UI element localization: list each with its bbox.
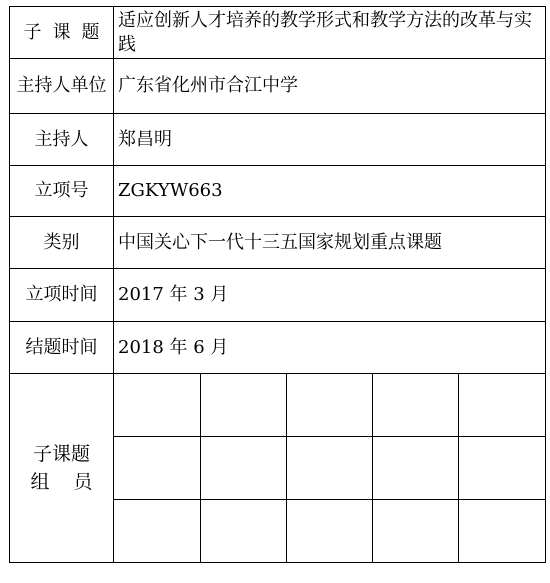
member-cell [114, 374, 201, 437]
row-subtopic [10, 7, 546, 59]
member-cell [459, 500, 546, 563]
member-cell [287, 500, 373, 563]
members-label-line2: 组员 [30, 471, 117, 493]
end-time-value: 2018 年 6 月 [114, 322, 546, 374]
member-cell [459, 437, 546, 500]
members-label-cell [10, 374, 117, 563]
member-cell [373, 437, 459, 500]
row-start-time [10, 269, 546, 322]
member-cell [459, 374, 546, 437]
start-time-value: 2017 年 3 月 [114, 269, 546, 322]
subtopic-label-cell [10, 7, 114, 59]
member-cell [373, 500, 459, 563]
member-cell [201, 437, 287, 500]
host-unit-label: 主持人单位 [10, 59, 114, 114]
host-value: 郑昌明 [114, 114, 546, 166]
row-members-1 [10, 374, 546, 437]
member-cell [201, 374, 287, 437]
project-info-table [9, 6, 546, 563]
host-unit-value: 广东省化州市合江中学 [114, 59, 546, 114]
member-cell [287, 374, 373, 437]
member-cell [373, 374, 459, 437]
project-no-label: 立项号 [10, 166, 114, 217]
member-cell [287, 437, 373, 500]
category-value: 中国关心下一代十三五国家规划重点课题 [114, 217, 546, 269]
subtopic-label: 子课题 [23, 21, 111, 43]
row-host-unit [10, 59, 546, 114]
row-host [10, 114, 546, 166]
end-time-label: 结题时间 [10, 322, 114, 374]
member-cell [114, 500, 201, 563]
row-category [10, 217, 546, 269]
host-label: 主持人 [10, 114, 114, 166]
start-time-label: 立项时间 [10, 269, 114, 322]
row-end-time [10, 322, 546, 374]
member-cell [201, 500, 287, 563]
project-no-value: ZGKYW663 [114, 166, 546, 217]
members-label [30, 440, 117, 496]
subtopic-value: 适应创新人才培养的教学形式和教学方法的改革与实践 [114, 7, 546, 59]
category-label: 类别 [10, 217, 114, 269]
member-cell [114, 437, 201, 500]
row-project-no [10, 166, 546, 217]
members-label-line1: 子课题 [32, 443, 90, 465]
